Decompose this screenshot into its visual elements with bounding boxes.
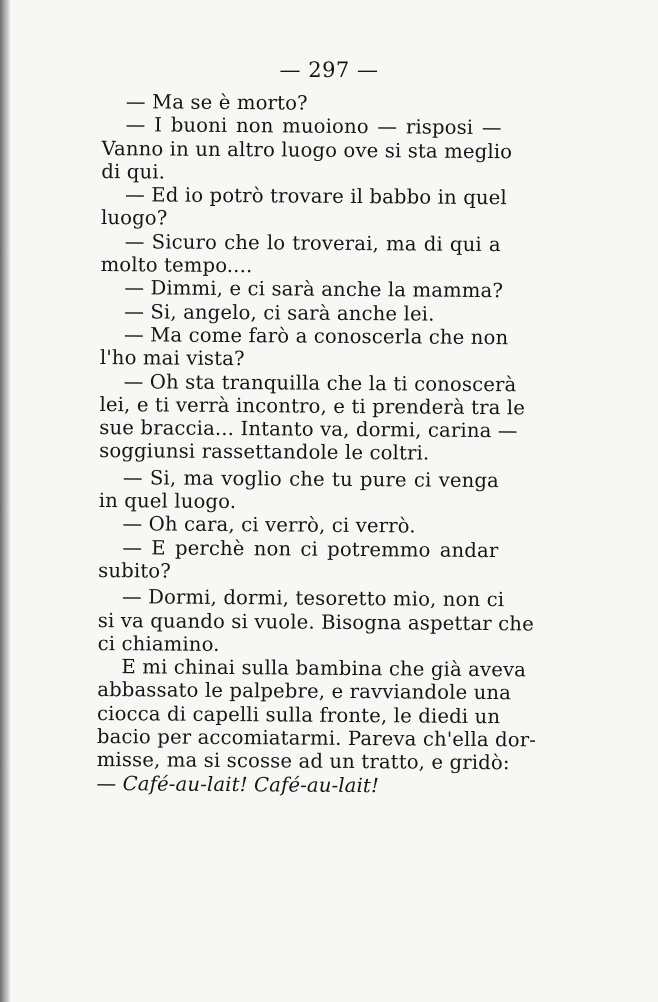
final-exclamation-line: [96, 772, 496, 798]
text-line-16: soggiunsi rassettandole le coltri.: [99, 439, 430, 466]
text-line-17: — Si, ma voglio che tu pure ci venga: [122, 465, 500, 492]
binding-edge: [0, 0, 10, 1002]
final-line-dash: —: [96, 771, 117, 795]
text-line-01: — Ma se è morto?: [125, 90, 308, 115]
text-line-18: in quel luogo.: [98, 489, 237, 514]
text-line-19: — Oh cara, ci verrò, ci verrò.: [122, 512, 416, 538]
text-line-05: — Ed io potrò trovare il babbo in quel: [125, 183, 507, 210]
text-line-12: l'ho mai vista?: [99, 346, 245, 371]
text-line-13: — Oh sta tranquilla che la ti conoscerà: [123, 369, 517, 396]
text-line-20: — E perchè non ci potremmo andar: [122, 535, 499, 562]
text-line-14: lei, e ti verrà incontro, e ti prenderà tra le: [99, 392, 526, 420]
text-line-26: abbassato le palpebre, e ravviandole una: [97, 678, 512, 705]
text-body: [96, 90, 537, 798]
text-line-09: — Dimmi, e ci sarà anche la mamma?: [124, 276, 504, 303]
final-line-italic-text: Café-au-lait! Café-au-lait!: [122, 771, 380, 797]
text-line-24: ci chiamino.: [97, 631, 220, 656]
text-line-28: bacio per accomiatarmi. Pareva ch'ella dor-: [96, 724, 537, 752]
text-line-02: — I buoni non muoiono — risposi —: [125, 113, 502, 140]
text-line-15: sue braccia... Intanto va, dormi, carina —: [99, 416, 518, 443]
text-line-08: molto tempo....: [100, 253, 253, 278]
text-line-07: — Sicuro che lo troverai, ma di qui a: [124, 229, 501, 256]
text-line-04: di qui.: [101, 159, 166, 184]
text-line-29: misse, ma si scosse ad un tratto, e gridò:: [96, 748, 510, 775]
text-line-21: subito?: [98, 558, 172, 583]
page-number: — 297 —: [279, 58, 379, 82]
text-line-27: ciocca di capelli sulla fronte, le diedi un: [97, 701, 501, 728]
text-line-11: — Ma come farò a conoscerla che non: [123, 323, 509, 350]
text-line-25: E mi chinai sulla bambina che già aveva: [121, 655, 527, 682]
text-line-23: si va quando si vuole. Bisogna aspettar che: [97, 608, 534, 635]
text-line-10: — Si, angelo, ci sarà anche lei.: [124, 299, 435, 326]
text-line-06: luogo?: [100, 206, 168, 231]
text-line-22: — Dormi, dormi, tesoretto mio, non ci: [121, 585, 505, 612]
text-line-03: Vanno in un altro luogo ove si sta meglio: [101, 136, 513, 163]
